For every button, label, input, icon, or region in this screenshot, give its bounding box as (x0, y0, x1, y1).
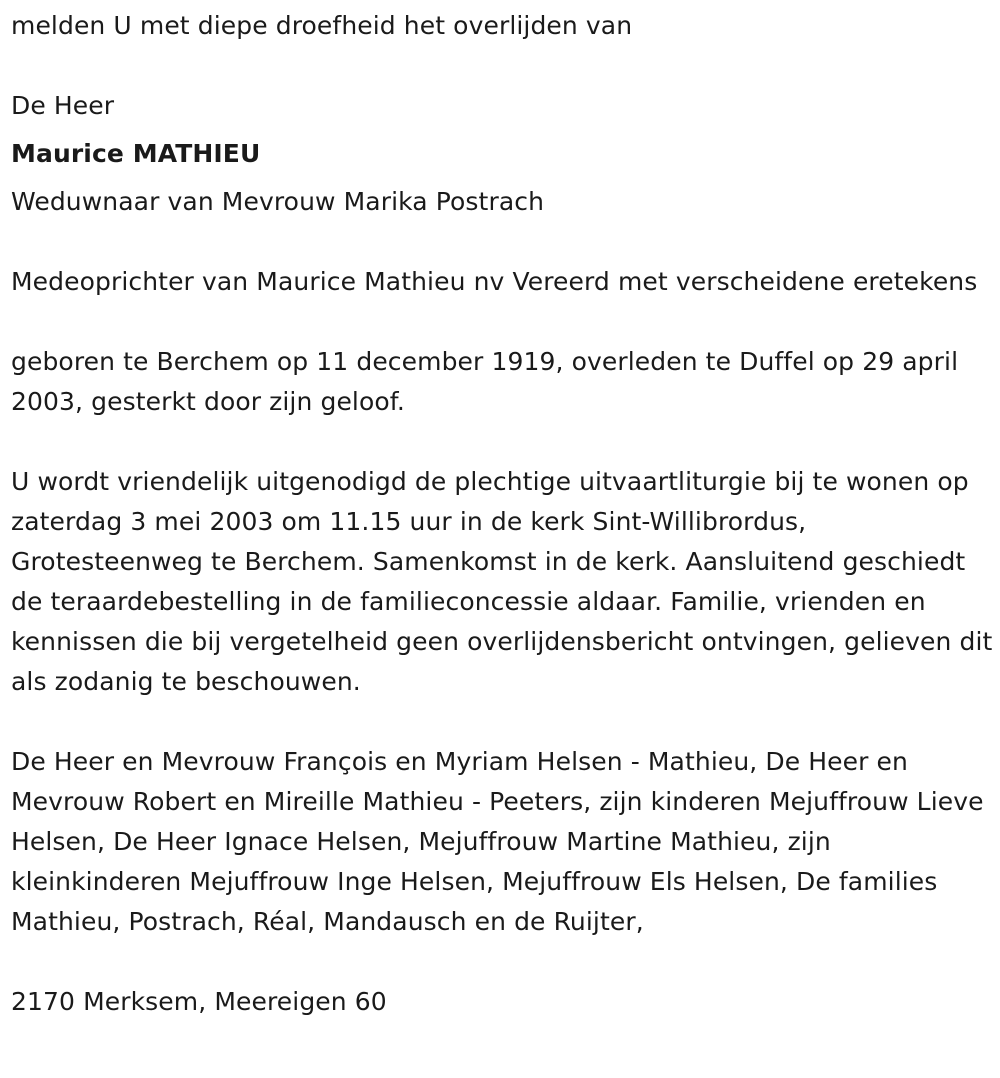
role-text: Medeoprichter van Maurice Mathieu nv Vereerd met verscheidene eretekens (11, 267, 978, 296)
spacer (11, 126, 996, 134)
intro-text: melden U met diepe droefheid het overlijden van (11, 11, 633, 40)
birth-death-text: geboren te Berchem op 11 december 1919, overleden te Duffel op 29 april 2003, gesterkt door zijn geloof. (11, 347, 959, 416)
spacer (11, 46, 996, 86)
spacer (11, 422, 996, 462)
address-text: 2170 Merksem, Meereigen 60 (11, 987, 387, 1016)
deceased-title: De Heer (11, 91, 115, 120)
spacer (11, 174, 996, 182)
obituary-document (11, 6, 996, 1022)
spacer (11, 942, 996, 982)
spacer (11, 222, 996, 262)
funeral-text: U wordt vriendelijk uitgenodigd de plechtige uitvaartliturgie bij te wonen op zaterdag 3 mei 2003 om 11.15 uur in de kerk Sint-Willibrordus, Grotesteenweg te Berchem. Samenkomst in de kerk. Aansluitend geschiedt de teraardebestelling in de familieconcessie aldaar. Familie, vrienden en kennissen die bij vergetelheid geen overlijdensbericht ontvingen, gelieven dit als zodanig te beschouwen. (11, 467, 993, 696)
family-text: De Heer en Mevrouw François en Myriam Helsen - Mathieu, De Heer en Mevrouw Robert en Mireille Mathieu - Peeters, zijn kinderen Mejuffrouw Lieve Helsen, De Heer Ignace Helsen, Mejuffrouw Martine Mathieu, zijn kleinkinderen Mejuffrouw Inge Helsen, Mejuffrouw Els Helsen, De families Mathieu, Postrach, Réal, Mandausch en de Ruijter, (11, 747, 984, 936)
spacer (11, 702, 996, 742)
spacer (11, 302, 996, 342)
spouse-text: Weduwnaar van Mevrouw Marika Postrach (11, 187, 545, 216)
deceased-name: Maurice MATHIEU (11, 139, 261, 168)
